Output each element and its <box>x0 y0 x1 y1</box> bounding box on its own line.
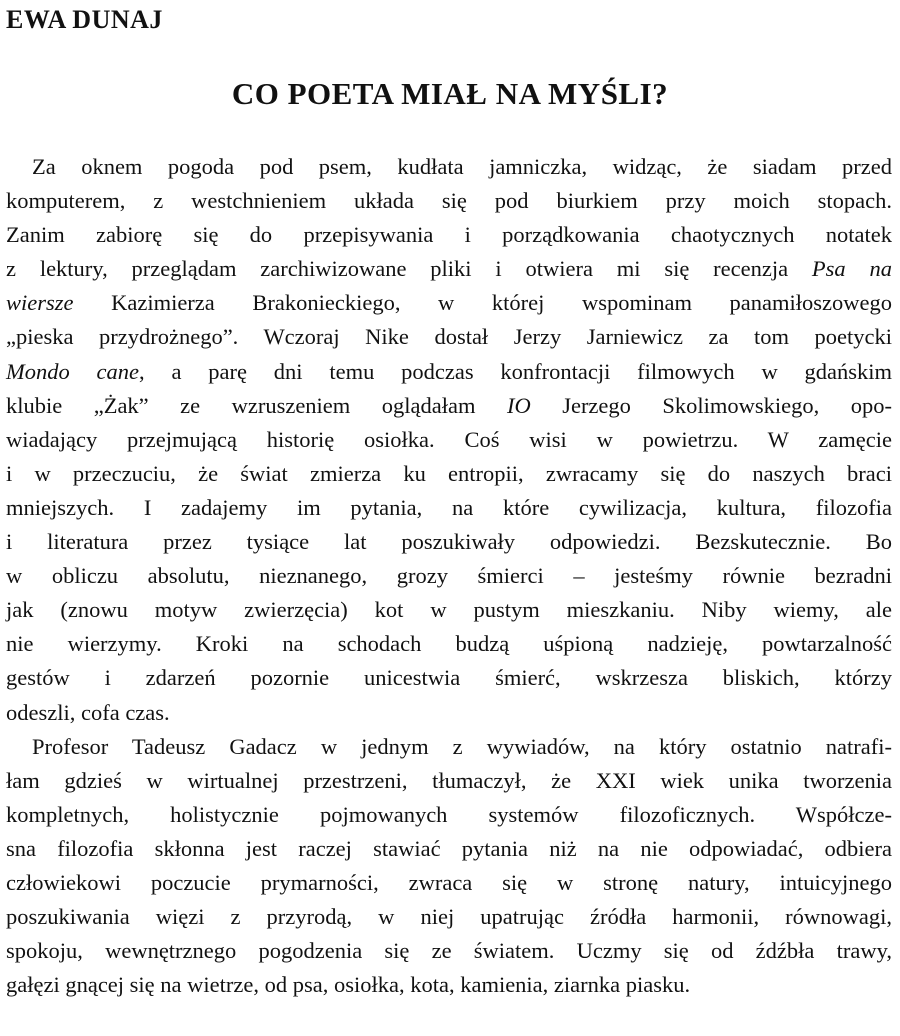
text-segment: Profesor Tadeusz Gadacz w jednym z wywiadów, na który ostatnio natrafi- <box>32 733 892 759</box>
text-segment: odeszli, cofa czas. <box>6 699 170 725</box>
text-segment: i w przeczuciu, że świat zmierza ku entropii, zwracamy się do naszych braci <box>6 460 892 486</box>
text-segment: z lektury, przeglądam zarchiwizowane pliki i otwiera mi się recenzja <box>6 256 812 282</box>
text-segment: Kazimierza Brakonieckiego, w której wspominam panamiłoszowego <box>73 290 892 316</box>
paragraph <box>6 730 892 1003</box>
text-line <box>6 730 892 764</box>
text-segment: spokoju, wewnętrznego pogodzenia się ze światem. Uczmy się od źdźbła trawy, <box>6 938 892 964</box>
text-line <box>6 559 892 593</box>
text-segment: Zanim zabiorę się do przepisywania i porządkowania chaotycznych notatek <box>6 222 892 248</box>
text-segment: w obliczu absolutu, nieznanego, grozy śmierci – jesteśmy równie bezradni <box>6 563 892 589</box>
text-segment: gałęzi gnącej się na wietrze, od psa, osiołka, kota, kamienia, ziarnka piasku. <box>6 972 691 998</box>
text-segment: wiadający przejmującą historię osiołka. Coś wisi w powietrzu. W zamęcie <box>6 426 892 452</box>
text-line <box>6 627 892 661</box>
text-line <box>6 866 892 900</box>
text-segment: sna filozofia skłonna jest raczej stawiać pytania niż na nie odpowiadać, odbiera <box>6 835 892 861</box>
text-segment: Jerzego Skolimowskiego, opo- <box>530 392 892 418</box>
article-body <box>6 150 892 1002</box>
text-segment: mniejszych. I zadajemy im pytania, na które cywilizacja, kultura, filozofia <box>6 494 892 520</box>
italic-title-text: IO <box>506 392 531 418</box>
text-line <box>6 423 892 457</box>
text-line <box>6 968 892 1002</box>
text-line <box>6 320 892 354</box>
text-line <box>6 525 892 559</box>
italic-title-text: Mondo cane <box>6 358 140 384</box>
text-segment: jak (znowu motyw zwierzęcia) kot w pustym mieszkaniu. Niby wiemy, ale <box>6 597 892 623</box>
text-line <box>6 832 892 866</box>
text-segment: poszukiwania więzi z przyrodą, w niej upatrując źródła harmonii, równowagi, <box>6 904 892 930</box>
text-line <box>6 389 892 423</box>
text-line <box>6 491 892 525</box>
text-segment: nie wierzymy. Kroki na schodach budzą uśpioną nadzieję, powtarzalność <box>6 631 892 657</box>
text-line <box>6 218 892 252</box>
text-segment: człowiekowi poczucie prymarności, zwraca się w stronę natury, intuicyjnego <box>6 869 892 895</box>
paragraph <box>6 150 892 730</box>
text-line <box>6 764 892 798</box>
text-segment: gestów i zdarzeń pozornie unicestwia śmierć, wskrzesza bliskich, którzy <box>6 665 892 691</box>
italic-title-text: wiersze <box>6 290 74 316</box>
text-segment: kompletnych, holistycznie pojmowanych systemów filozoficznych. Współcze- <box>6 801 892 827</box>
text-segment: Za oknem pogoda pod psem, kudłata jamniczka, widząc, że siadam przed <box>32 154 892 179</box>
text-segment: „pieska przydrożnego”. Wczoraj Nike dostał Jerzy Jarniewicz za tom poetycki <box>6 324 892 350</box>
text-line <box>6 661 892 695</box>
text-segment: , a parę dni temu podczas konfrontacji filmowych w gdańskim <box>139 358 892 384</box>
text-segment: komputerem, z westchnieniem układa się pod biurkiem przy moich stopach. <box>6 188 892 214</box>
text-line <box>6 798 892 832</box>
text-line <box>6 593 892 627</box>
text-segment: klubie „Żak” ze wzruszeniem oglądałam <box>6 392 507 418</box>
article-title: CO POETA MIAŁ NA MYŚLI? <box>231 76 669 111</box>
text-line <box>6 286 892 320</box>
text-line <box>6 184 892 218</box>
text-line <box>6 150 892 184</box>
italic-title-text: Psa na <box>811 256 892 282</box>
text-line <box>6 355 892 389</box>
text-line <box>6 900 892 934</box>
text-line <box>6 252 892 286</box>
text-segment: łam gdzieś w wirtualnej przestrzeni, tłumaczył, że XXI wiek unika tworzenia <box>6 767 892 793</box>
text-line <box>6 696 892 730</box>
text-line <box>6 934 892 968</box>
text-segment: i literatura przez tysiące lat poszukiwały odpowiedzi. Bezskutecznie. Bo <box>6 529 892 555</box>
author-name: EWA DUNAJ <box>6 5 163 34</box>
text-line <box>6 457 892 491</box>
